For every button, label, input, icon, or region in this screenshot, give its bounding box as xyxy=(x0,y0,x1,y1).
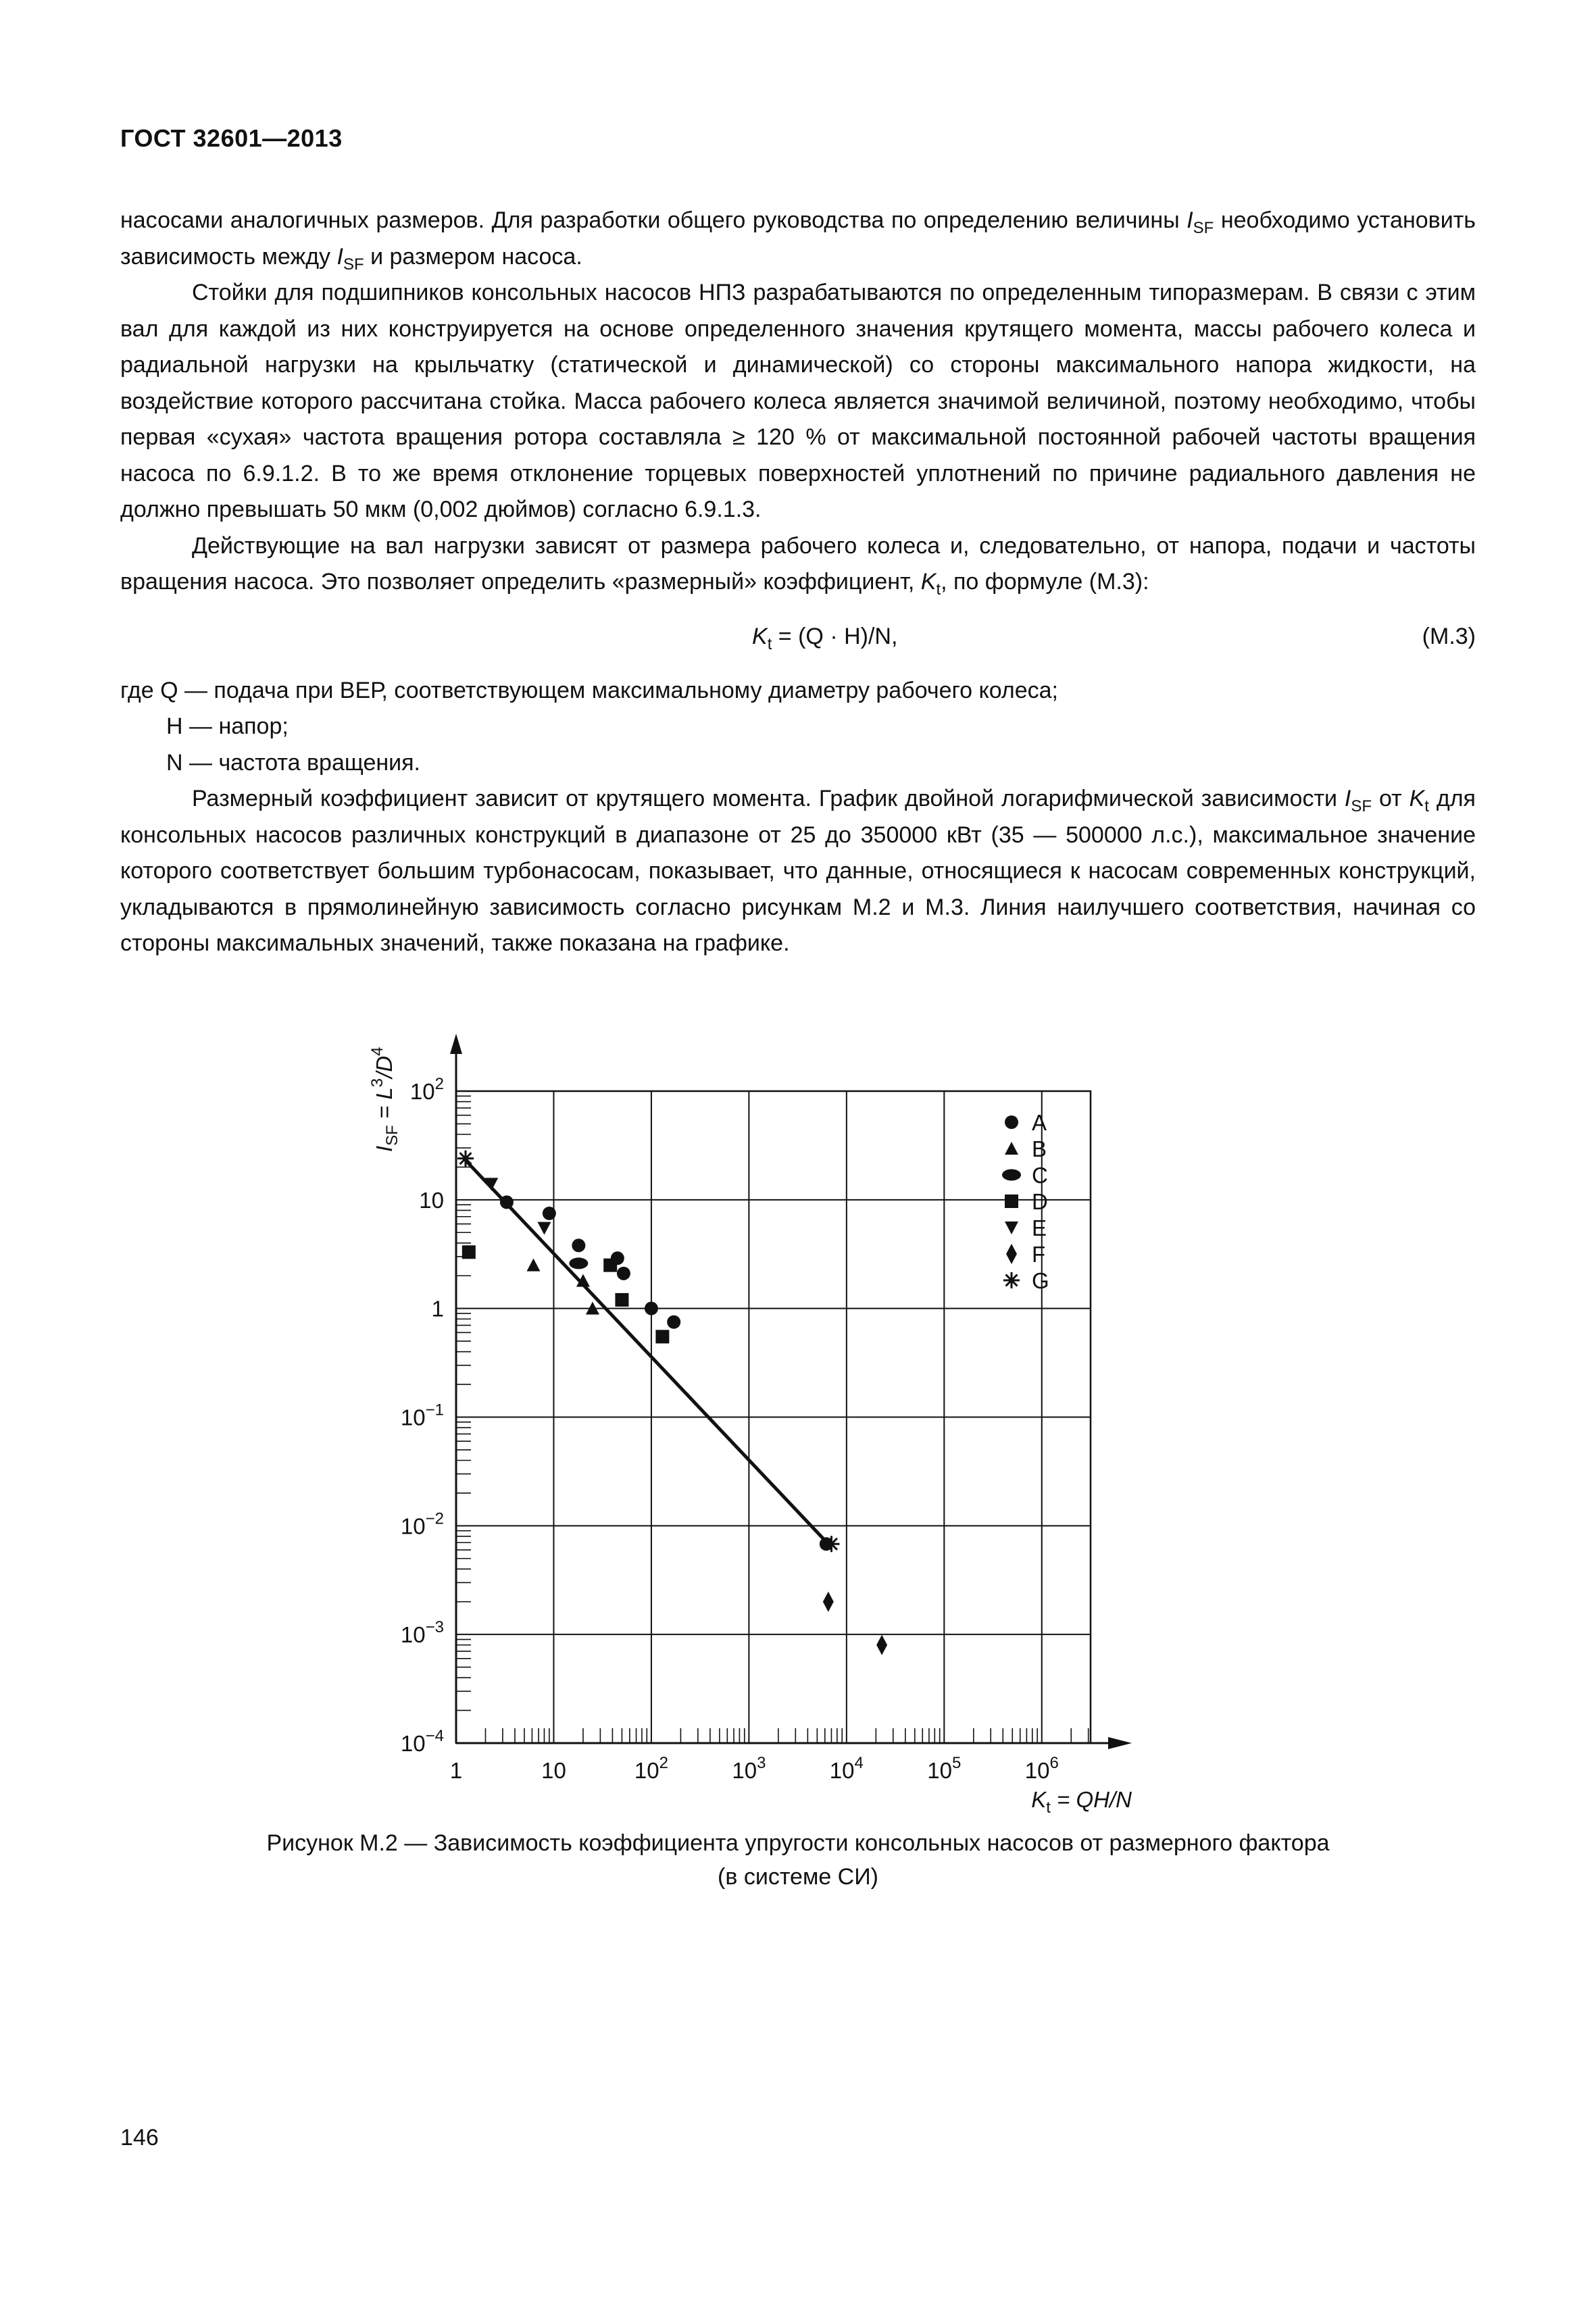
y-tick-label: $10^2$ xyxy=(409,1075,444,1104)
y-tick-label: 10 xyxy=(419,1187,444,1213)
where-n: N — частота вращения. xyxy=(166,749,420,776)
paragraph-4: Размерный коэффициент зависит от крутящего момента. График двойной логарифмической зависимости $I_{SF}$ от $K_t$ для консольных насосов различных конструкций в диапазоне от 25 до 350000 кВт (35 — 500000 л.с.), максимальное значение которого соответствует большим турбонасосам, показывает, что данные, относящиеся к насосам современных конструкций, укладываются в прямолинейную зависимость согласно рисункам М.2 и М.3. Линия наилучшего соответствия, начиная со стороны максимальных значений, также показана на графике. xyxy=(120,786,1476,956)
page-number: 146 xyxy=(120,2125,159,2150)
data-point-a xyxy=(645,1302,658,1315)
best-fit-line xyxy=(464,1159,828,1544)
y-tick-label: $10^{-3}$ xyxy=(400,1618,444,1648)
legend-marker-a xyxy=(1005,1115,1018,1129)
x-axis-arrow xyxy=(1108,1737,1132,1749)
x-tick-label: 1 xyxy=(449,1758,463,1783)
body-text xyxy=(120,203,1476,962)
legend-label-c: C xyxy=(1032,1163,1048,1188)
x-tick-label: $10^3$ xyxy=(732,1754,766,1783)
y-tick-label: $10^{-4}$ xyxy=(400,1727,444,1756)
legend-marker-d xyxy=(1005,1194,1018,1208)
data-point-a xyxy=(500,1195,514,1209)
legend-marker-g xyxy=(1003,1272,1020,1288)
y-axis-arrow xyxy=(450,1034,462,1054)
paragraph-2: Стойки для подшипников консольных насосов НПЗ разрабатываются по определенным типоразмерам. В связи с этим вал для каждой из них конструируется на основе определенного значения крутящего момента, массы рабочего колеса и радиальной нагрузки на крыльчатку (статической и динамической) со стороны максимального напора жидкости, на воздействие которого рассчитана стойка. Масса рабочего колеса является значимой величиной, поэтому необходимо, чтобы первая «сухая» частота вращения ротора составляла ≥ 120 % от максимальной постоянной рабочей частоты вращения насоса по 6.9.1.2. В то же время отклонение торцевых поверхностей уплотнений по причине радиального давления не должно превышать 50 мкм (0,002 дюймов) согласно 6.9.1.3. xyxy=(120,280,1476,522)
where-q: где Q — подача при ВЕР, соответствующем максимальному диаметру рабочего колеса; xyxy=(120,677,1059,703)
formula-expression: $K_t = (Q \cdot H)/N$, xyxy=(752,623,898,653)
data-point-d xyxy=(462,1245,476,1259)
x-tick-label: $10^2$ xyxy=(634,1754,668,1783)
document-header: ГОСТ 32601—2013 xyxy=(120,124,343,152)
data-point-c xyxy=(569,1257,588,1269)
figure-m2 xyxy=(0,1007,1596,1831)
legend-label-d: D xyxy=(1032,1189,1048,1214)
legend-marker-c xyxy=(1002,1169,1021,1181)
legend-label-a: A xyxy=(1032,1110,1047,1135)
data-point-g xyxy=(457,1151,474,1167)
legend-label-b: B xyxy=(1032,1136,1047,1161)
y-tick-label: 1 xyxy=(431,1296,444,1322)
data-point-d xyxy=(655,1330,669,1343)
x-tick-label: $10^5$ xyxy=(927,1754,962,1783)
data-point-a xyxy=(572,1238,585,1252)
paragraph-3: Действующие на вал нагрузки зависят от размера рабочего колеса и, следовательно, от напора, подачи и частоты вращения насоса. Это позволяет определить «размерный» коэффициент, $K_t$, по формуле (М.3): xyxy=(120,532,1476,599)
figure-caption xyxy=(120,1826,1476,1894)
caption-line-1: Рисунок М.2 — Зависимость коэффициента упругости консольных насосов от размерного фактора xyxy=(266,1830,1330,1856)
data-point-d xyxy=(615,1293,628,1307)
data-point-a xyxy=(543,1207,556,1220)
formula-m3 xyxy=(120,601,1476,673)
caption-line-2: (в системе СИ) xyxy=(718,1864,878,1890)
data-point-b xyxy=(526,1259,540,1272)
data-point-f xyxy=(823,1592,834,1612)
y-tick-label: $10^{-1}$ xyxy=(400,1401,444,1430)
x-tick-label: 10 xyxy=(541,1758,566,1783)
x-tick-label: $10^6$ xyxy=(1024,1754,1059,1783)
where-h: H — напор; xyxy=(166,713,289,739)
legend-label-e: E xyxy=(1032,1215,1047,1240)
legend-marker-f xyxy=(1006,1244,1017,1264)
legend-label-f: F xyxy=(1032,1242,1046,1267)
x-axis-title: $K_t = QH/N$ xyxy=(1031,1787,1132,1817)
data-point-a xyxy=(617,1267,630,1280)
y-axis-title: $I_{SF} = L^3/D^4$ xyxy=(368,1047,401,1152)
y-tick-label: $10^{-2}$ xyxy=(400,1509,444,1539)
paragraph-1: насосами аналогичных размеров. Для разработки общего руководства по определению величины $I_{SF}$ необходимо установить зависимость между $I_{SF}$ и размером насоса. xyxy=(120,207,1476,274)
legend-marker-e xyxy=(1005,1222,1018,1234)
data-point-d xyxy=(603,1259,617,1272)
data-point-e xyxy=(537,1222,551,1235)
legend-marker-b xyxy=(1005,1142,1018,1155)
data-point-f xyxy=(876,1635,887,1655)
log-log-chart xyxy=(0,1007,1596,1831)
legend-label-g: G xyxy=(1032,1268,1049,1293)
data-point-a xyxy=(667,1315,680,1329)
x-tick-label: $10^4$ xyxy=(829,1754,864,1783)
data-point-g xyxy=(823,1536,839,1552)
formula-number: (М.3) xyxy=(1422,623,1476,649)
